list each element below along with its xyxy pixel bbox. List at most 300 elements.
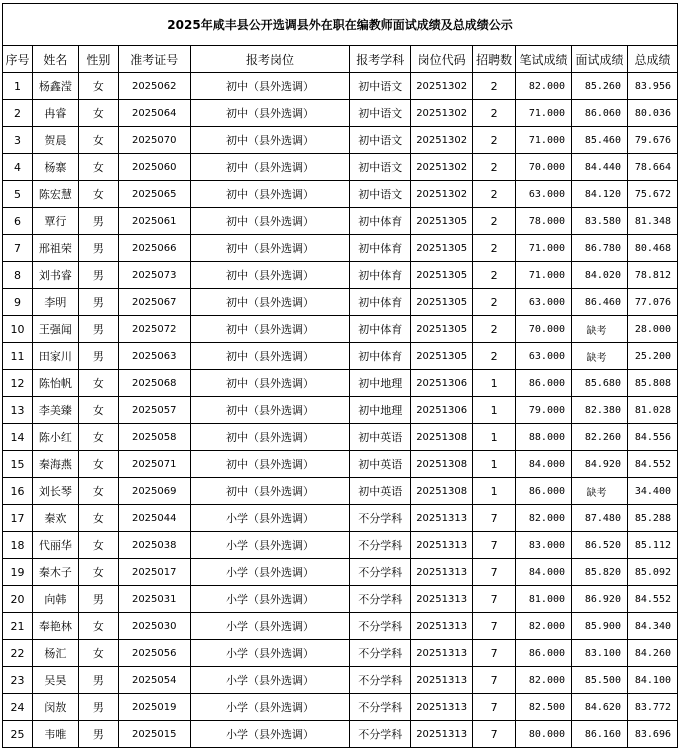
cell-position: 初中（县外选调） [190,343,350,370]
table-row [3,154,678,181]
cell-position: 小学（县外选调） [190,586,350,613]
header-col-total: 总成绩 [627,46,677,73]
cell-exam-no: 2025044 [118,505,190,532]
cell-subject: 初中体育 [350,208,411,235]
cell-index: 4 [3,154,33,181]
cell-exam-no: 2025070 [118,127,190,154]
cell-name: 秦欢 [32,505,78,532]
table-row [3,613,678,640]
cell-subject: 初中英语 [350,424,411,451]
cell-subject: 不分学科 [350,532,411,559]
table-title: 2025年咸丰县公开选调县外在职在编教师面试成绩及总成绩公示 [3,4,678,46]
cell-interview: 85.260 [572,73,628,100]
cell-position-code: 20251305 [411,208,473,235]
cell-subject: 初中体育 [350,235,411,262]
cell-exam-no: 2025064 [118,100,190,127]
cell-quota: 2 [473,100,516,127]
cell-index: 11 [3,343,33,370]
cell-position: 小学（县外选调） [190,559,350,586]
cell-quota: 7 [473,586,516,613]
cell-written: 82.000 [516,667,572,694]
cell-exam-no: 2025038 [118,532,190,559]
table-row [3,208,678,235]
cell-position: 初中（县外选调） [190,370,350,397]
cell-position-code: 20251313 [411,667,473,694]
cell-position: 小学（县外选调） [190,532,350,559]
cell-exam-no: 2025019 [118,694,190,721]
cell-index: 25 [3,721,33,748]
cell-index: 9 [3,289,33,316]
cell-quota: 2 [473,343,516,370]
cell-written: 84.000 [516,451,572,478]
cell-subject: 初中语文 [350,73,411,100]
cell-total: 84.556 [627,424,677,451]
cell-gender: 男 [78,235,118,262]
cell-position-code: 20251302 [411,154,473,181]
cell-written: 82.500 [516,694,572,721]
cell-interview: 85.460 [572,127,628,154]
cell-subject: 初中体育 [350,262,411,289]
cell-quota: 7 [473,613,516,640]
cell-position: 小学（县外选调） [190,613,350,640]
cell-position: 初中（县外选调） [190,235,350,262]
cell-exam-no: 2025030 [118,613,190,640]
cell-position: 初中（县外选调） [190,316,350,343]
cell-written: 71.000 [516,262,572,289]
cell-position-code: 20251313 [411,694,473,721]
cell-position-code: 20251308 [411,478,473,505]
cell-position: 初中（县外选调） [190,181,350,208]
cell-position-code: 20251305 [411,289,473,316]
cell-exam-no: 2025073 [118,262,190,289]
cell-position: 小学（县外选调） [190,640,350,667]
cell-gender: 女 [78,370,118,397]
cell-index: 6 [3,208,33,235]
cell-quota: 7 [473,694,516,721]
cell-position-code: 20251313 [411,613,473,640]
cell-gender: 男 [78,694,118,721]
cell-index: 12 [3,370,33,397]
cell-subject: 初中体育 [350,289,411,316]
cell-position-code: 20251313 [411,559,473,586]
cell-total: 83.956 [627,73,677,100]
cell-subject: 初中语文 [350,100,411,127]
cell-name: 陈怡帆 [32,370,78,397]
cell-interview: 86.060 [572,100,628,127]
cell-position-code: 20251306 [411,397,473,424]
cell-index: 18 [3,532,33,559]
cell-subject: 不分学科 [350,559,411,586]
cell-position: 初中（县外选调） [190,262,350,289]
cell-quota: 2 [473,127,516,154]
cell-subject: 初中地理 [350,397,411,424]
cell-position: 初中（县外选调） [190,289,350,316]
cell-gender: 女 [78,424,118,451]
table-row [3,559,678,586]
cell-index: 7 [3,235,33,262]
cell-exam-no: 2025058 [118,424,190,451]
cell-exam-no: 2025062 [118,73,190,100]
cell-name: 秦海燕 [32,451,78,478]
cell-written: 71.000 [516,127,572,154]
cell-subject: 不分学科 [350,667,411,694]
header-col-position-code: 岗位代码 [411,46,473,73]
cell-position: 初中（县外选调） [190,154,350,181]
cell-position-code: 20251313 [411,532,473,559]
cell-quota: 2 [473,208,516,235]
cell-gender: 女 [78,100,118,127]
cell-exam-no: 2025066 [118,235,190,262]
cell-written: 84.000 [516,559,572,586]
table-row [3,370,678,397]
cell-position: 初中（县外选调） [190,478,350,505]
cell-position-code: 20251313 [411,586,473,613]
cell-position: 小学（县外选调） [190,667,350,694]
cell-total: 85.808 [627,370,677,397]
cell-interview: 84.920 [572,451,628,478]
cell-name: 刘书睿 [32,262,78,289]
cell-index: 10 [3,316,33,343]
cell-name: 闵敖 [32,694,78,721]
cell-quota: 1 [473,424,516,451]
cell-written: 78.000 [516,208,572,235]
table-row [3,235,678,262]
table-row [3,316,678,343]
header-col-quota: 招聘数 [473,46,516,73]
cell-gender: 女 [78,127,118,154]
cell-index: 14 [3,424,33,451]
table-row [3,343,678,370]
cell-index: 2 [3,100,33,127]
cell-exam-no: 2025063 [118,343,190,370]
table-row [3,505,678,532]
cell-written: 63.000 [516,343,572,370]
cell-exam-no: 2025017 [118,559,190,586]
cell-name: 王强闻 [32,316,78,343]
cell-exam-no: 2025067 [118,289,190,316]
cell-written: 71.000 [516,235,572,262]
cell-written: 86.000 [516,478,572,505]
cell-quota: 7 [473,640,516,667]
cell-exam-no: 2025065 [118,181,190,208]
table-row [3,694,678,721]
cell-gender: 女 [78,478,118,505]
cell-name: 陈小红 [32,424,78,451]
cell-gender: 男 [78,289,118,316]
table-row [3,181,678,208]
cell-position: 初中（县外选调） [190,73,350,100]
cell-written: 70.000 [516,316,572,343]
cell-written: 63.000 [516,181,572,208]
cell-total: 84.260 [627,640,677,667]
cell-interview: 86.460 [572,289,628,316]
cell-written: 79.000 [516,397,572,424]
cell-position: 小学（县外选调） [190,694,350,721]
cell-index: 19 [3,559,33,586]
cell-total: 28.000 [627,316,677,343]
header-col-index: 序号 [3,46,33,73]
cell-position-code: 20251313 [411,640,473,667]
cell-position: 初中（县外选调） [190,451,350,478]
cell-name: 覃行 [32,208,78,235]
cell-exam-no: 2025056 [118,640,190,667]
cell-subject: 不分学科 [350,721,411,748]
cell-total: 25.200 [627,343,677,370]
cell-interview: 85.900 [572,613,628,640]
cell-quota: 1 [473,478,516,505]
cell-name: 田家川 [32,343,78,370]
table-row [3,478,678,505]
table-row [3,262,678,289]
cell-total: 80.468 [627,235,677,262]
cell-position-code: 20251308 [411,424,473,451]
cell-total: 83.696 [627,721,677,748]
cell-position-code: 20251308 [411,451,473,478]
cell-subject: 初中语文 [350,154,411,181]
cell-interview: 82.260 [572,424,628,451]
cell-quota: 7 [473,505,516,532]
cell-index: 23 [3,667,33,694]
cell-name: 杨寨 [32,154,78,181]
cell-gender: 男 [78,721,118,748]
cell-interview: 84.020 [572,262,628,289]
cell-total: 81.348 [627,208,677,235]
cell-quota: 7 [473,559,516,586]
cell-name: 陈宏慧 [32,181,78,208]
cell-total: 84.340 [627,613,677,640]
cell-name: 向韩 [32,586,78,613]
table-row [3,532,678,559]
cell-index: 24 [3,694,33,721]
cell-quota: 2 [473,154,516,181]
cell-gender: 女 [78,505,118,532]
cell-written: 88.000 [516,424,572,451]
cell-interview: 84.120 [572,181,628,208]
cell-interview: 85.500 [572,667,628,694]
header-col-written: 笔试成绩 [516,46,572,73]
cell-position-code: 20251302 [411,73,473,100]
cell-name: 杨汇 [32,640,78,667]
table-row [3,640,678,667]
cell-gender: 女 [78,532,118,559]
results-table [2,3,678,748]
cell-gender: 男 [78,586,118,613]
cell-index: 20 [3,586,33,613]
cell-quota: 2 [473,235,516,262]
cell-name: 秦木子 [32,559,78,586]
cell-position-code: 20251302 [411,181,473,208]
cell-position-code: 20251313 [411,505,473,532]
cell-index: 16 [3,478,33,505]
cell-gender: 女 [78,613,118,640]
cell-total: 85.288 [627,505,677,532]
cell-total: 84.552 [627,451,677,478]
cell-written: 63.000 [516,289,572,316]
table-row [3,667,678,694]
cell-interview: 86.920 [572,586,628,613]
cell-subject: 不分学科 [350,505,411,532]
cell-written: 70.000 [516,154,572,181]
cell-position-code: 20251302 [411,127,473,154]
cell-exam-no: 2025069 [118,478,190,505]
cell-written: 81.000 [516,586,572,613]
cell-subject: 不分学科 [350,694,411,721]
cell-exam-no: 2025054 [118,667,190,694]
cell-subject: 初中英语 [350,451,411,478]
cell-interview: 82.380 [572,397,628,424]
cell-interview: 83.580 [572,208,628,235]
cell-index: 17 [3,505,33,532]
cell-quota: 7 [473,721,516,748]
cell-position: 初中（县外选调） [190,397,350,424]
cell-interview: 85.820 [572,559,628,586]
cell-interview: 83.100 [572,640,628,667]
cell-position: 小学（县外选调） [190,721,350,748]
cell-interview: 84.620 [572,694,628,721]
cell-gender: 男 [78,316,118,343]
cell-quota: 1 [473,397,516,424]
table-row [3,424,678,451]
cell-written: 82.000 [516,505,572,532]
cell-name: 韦唯 [32,721,78,748]
cell-total: 79.676 [627,127,677,154]
cell-subject: 不分学科 [350,586,411,613]
cell-position: 小学（县外选调） [190,505,350,532]
cell-name: 奉艳林 [32,613,78,640]
cell-interview: 缺考 [572,343,628,370]
cell-subject: 不分学科 [350,613,411,640]
cell-position-code: 20251313 [411,721,473,748]
cell-position-code: 20251306 [411,370,473,397]
cell-gender: 女 [78,154,118,181]
cell-quota: 1 [473,451,516,478]
cell-subject: 初中英语 [350,478,411,505]
cell-interview: 缺考 [572,316,628,343]
cell-total: 78.664 [627,154,677,181]
cell-position: 初中（县外选调） [190,100,350,127]
header-col-position: 报考岗位 [190,46,350,73]
cell-quota: 2 [473,262,516,289]
cell-index: 5 [3,181,33,208]
cell-gender: 男 [78,667,118,694]
cell-subject: 初中地理 [350,370,411,397]
cell-exam-no: 2025015 [118,721,190,748]
table-row [3,127,678,154]
cell-name: 吴昊 [32,667,78,694]
cell-index: 1 [3,73,33,100]
cell-gender: 女 [78,559,118,586]
cell-total: 78.812 [627,262,677,289]
cell-position-code: 20251302 [411,100,473,127]
cell-position-code: 20251305 [411,262,473,289]
cell-written: 83.000 [516,532,572,559]
cell-gender: 女 [78,397,118,424]
cell-quota: 2 [473,73,516,100]
cell-position: 初中（县外选调） [190,127,350,154]
cell-gender: 女 [78,640,118,667]
cell-gender: 女 [78,181,118,208]
cell-name: 冉睿 [32,100,78,127]
cell-total: 84.552 [627,586,677,613]
cell-name: 邢祖荣 [32,235,78,262]
cell-written: 82.000 [516,73,572,100]
cell-subject: 初中体育 [350,316,411,343]
table-row [3,73,678,100]
cell-exam-no: 2025057 [118,397,190,424]
cell-gender: 男 [78,262,118,289]
cell-interview: 缺考 [572,478,628,505]
cell-written: 71.000 [516,100,572,127]
cell-position-code: 20251305 [411,316,473,343]
cell-total: 85.092 [627,559,677,586]
cell-name: 李明 [32,289,78,316]
cell-subject: 初中语文 [350,181,411,208]
cell-position-code: 20251305 [411,235,473,262]
cell-quota: 2 [473,181,516,208]
cell-name: 刘长琴 [32,478,78,505]
cell-subject: 初中语文 [350,127,411,154]
cell-gender: 男 [78,208,118,235]
cell-written: 86.000 [516,640,572,667]
cell-index: 22 [3,640,33,667]
cell-index: 15 [3,451,33,478]
cell-subject: 不分学科 [350,640,411,667]
cell-position: 初中（县外选调） [190,424,350,451]
table-row [3,100,678,127]
cell-subject: 初中体育 [350,343,411,370]
cell-written: 82.000 [516,613,572,640]
cell-quota: 2 [473,316,516,343]
cell-total: 77.076 [627,289,677,316]
cell-exam-no: 2025031 [118,586,190,613]
cell-exam-no: 2025072 [118,316,190,343]
cell-total: 83.772 [627,694,677,721]
header-col-subject: 报考学科 [350,46,411,73]
cell-written: 86.000 [516,370,572,397]
cell-quota: 7 [473,532,516,559]
header-col-name: 姓名 [32,46,78,73]
cell-total: 80.036 [627,100,677,127]
header-col-exam-no: 准考证号 [118,46,190,73]
table-row [3,451,678,478]
cell-gender: 女 [78,451,118,478]
cell-interview: 86.520 [572,532,628,559]
cell-position-code: 20251305 [411,343,473,370]
cell-index: 3 [3,127,33,154]
cell-total: 81.028 [627,397,677,424]
cell-exam-no: 2025071 [118,451,190,478]
table-row [3,586,678,613]
cell-interview: 84.440 [572,154,628,181]
cell-index: 21 [3,613,33,640]
cell-interview: 86.780 [572,235,628,262]
cell-quota: 2 [473,289,516,316]
cell-exam-no: 2025061 [118,208,190,235]
cell-index: 8 [3,262,33,289]
cell-name: 李美臻 [32,397,78,424]
cell-name: 杨鑫滢 [32,73,78,100]
cell-interview: 85.680 [572,370,628,397]
header-col-gender: 性别 [78,46,118,73]
cell-interview: 86.160 [572,721,628,748]
cell-quota: 7 [473,667,516,694]
cell-name: 代丽华 [32,532,78,559]
cell-total: 34.400 [627,478,677,505]
table-row [3,289,678,316]
header-row [3,46,678,73]
cell-exam-no: 2025060 [118,154,190,181]
cell-name: 贺晨 [32,127,78,154]
